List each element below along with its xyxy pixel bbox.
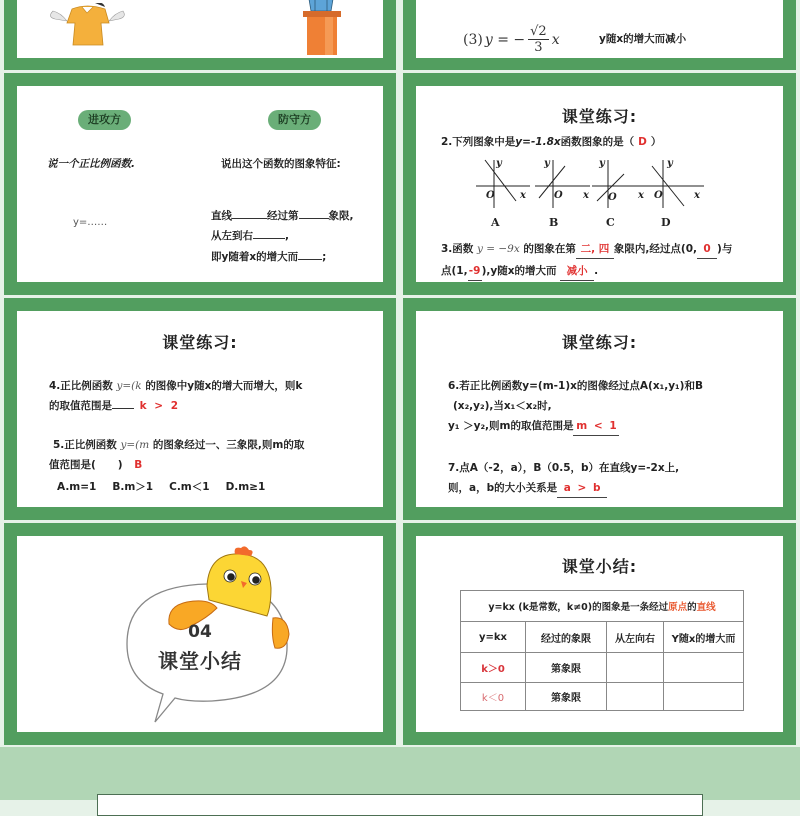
graph-label-a: A	[491, 216, 500, 229]
fraction	[528, 24, 549, 55]
question-4-line-2	[49, 397, 178, 415]
text: ）	[650, 136, 662, 148]
table-row	[461, 683, 744, 711]
blank[interactable]	[299, 207, 329, 219]
question-3-line-2	[441, 262, 598, 281]
text: 的	[687, 602, 697, 613]
formula-note: y随x的增大而减小	[599, 33, 687, 45]
slide-title: 课堂练习:	[561, 107, 638, 126]
bottom-strip	[0, 747, 800, 800]
table-header	[461, 591, 744, 622]
answer: -9	[468, 262, 482, 281]
column-header: Y随x的增大而	[664, 622, 744, 653]
svg-text:y: y	[496, 158, 502, 169]
podium-speaker-illustration	[295, 0, 349, 57]
svg-text:y: y	[544, 158, 550, 169]
option-d[interactable]: D.m≥1	[225, 481, 266, 493]
slide-title: 课堂练习:	[561, 333, 638, 352]
defender-line-1	[211, 207, 354, 225]
question-6-line-2: (x₂,y₂),当x₁＜x₂时,	[453, 400, 552, 412]
svg-text:O: O	[486, 190, 495, 201]
text: 3.函数	[441, 243, 474, 255]
attacker-pill: 进攻方	[78, 110, 131, 130]
column-header: 从左向右	[607, 622, 664, 653]
answer: m < 1	[573, 417, 619, 436]
text: 值范围是( )	[49, 459, 123, 471]
text: 经过第	[267, 210, 299, 222]
blank[interactable]	[253, 227, 285, 239]
text: .	[594, 265, 599, 277]
answer: k > 2	[139, 400, 179, 412]
formula: y=(m	[120, 439, 150, 451]
question-7-line-1: 7.点A（-2，a），B（0.5，b）在直线y=-2x上,	[448, 462, 680, 474]
svg-text:O: O	[608, 192, 617, 203]
text: 象限内,经过点(0,	[613, 243, 698, 255]
text: 则，a，b的大小关系是	[448, 482, 558, 494]
text: y=kx (k是常数，k≠0)的图象是一条经过	[488, 602, 669, 613]
attacker-answer: y=……	[73, 217, 108, 228]
girl-shrugging-illustration	[37, 3, 137, 58]
slide-exercise-2-3[interactable]	[403, 73, 796, 295]
option-c[interactable]: C.m＜1	[169, 481, 210, 493]
slide-exercise-4-5[interactable]	[4, 298, 396, 520]
svg-text:x: x	[638, 190, 644, 201]
answer: 0	[697, 240, 717, 259]
graph-label-b: B	[549, 216, 559, 229]
svg-text:y: y	[667, 158, 673, 169]
option-b[interactable]: B.m＞1	[112, 481, 154, 493]
formula: y = −9x	[476, 243, 520, 255]
text: 即y随着x的增大而	[211, 251, 299, 263]
table-cell: k＞0	[461, 653, 526, 683]
text: y₁ ＞y₂,则m的取值范围是	[448, 420, 574, 432]
blank[interactable]	[232, 207, 267, 219]
answer: 减小	[560, 262, 594, 281]
table-cell: 第象限	[526, 653, 607, 683]
answer: B	[134, 459, 143, 471]
defender-pill: 防守方	[268, 110, 321, 130]
option-a[interactable]: A.m=1	[57, 481, 97, 493]
svg-text:x: x	[583, 190, 589, 201]
bottom-white-box	[97, 794, 703, 816]
summary-table	[460, 590, 744, 711]
formula-y: y = −	[484, 31, 526, 48]
table-cell[interactable]	[607, 653, 664, 683]
blank[interactable]	[112, 397, 134, 409]
svg-text:O: O	[654, 190, 663, 201]
text: 的图像中y随x的增大而增大，则k	[145, 380, 303, 392]
graph-label-d: D	[661, 216, 671, 229]
defender-line-3	[211, 248, 326, 266]
text: 函数图象的是（	[560, 136, 635, 148]
graphs-abcd	[472, 156, 722, 226]
fraction-numerator: √2	[530, 24, 547, 39]
question-5-line-2	[49, 456, 142, 474]
slide-exercise-6-7[interactable]	[403, 298, 796, 520]
attacker-prompt: 说一个正比例函数.	[47, 158, 135, 170]
slide-summary-table[interactable]	[403, 523, 796, 745]
table-cell: 第象限	[526, 683, 607, 711]
section-number: 04	[188, 622, 212, 642]
highlight: 原点	[668, 602, 688, 613]
text: 5.正比例函数	[53, 439, 117, 451]
slide-girl-podium[interactable]	[4, 0, 396, 70]
slide-attack-defend[interactable]	[4, 73, 396, 295]
table-cell[interactable]	[607, 683, 664, 711]
answer: a > b	[557, 479, 607, 498]
answer: 二, 四	[576, 240, 614, 259]
question-3-line-1	[441, 240, 732, 259]
formula: y=-1.8x	[515, 136, 561, 148]
formula: y=(k	[116, 380, 142, 392]
table-cell: k＜0	[461, 683, 526, 711]
question-5-line-1	[53, 436, 304, 454]
blank[interactable]	[298, 248, 322, 260]
question-6-line-1: 6.若正比例函数y=(m-1)x的图像经过点A(x₁,y₁)和B	[448, 380, 703, 392]
highlight: 直线	[696, 602, 716, 613]
text: 从左到右	[211, 230, 253, 242]
text: 象限,	[328, 210, 354, 222]
slide-title: 课堂练习:	[162, 333, 238, 352]
text: 点(1,	[441, 265, 468, 277]
question-6-line-3	[448, 417, 619, 436]
section-heading: 课堂小结	[158, 649, 242, 673]
slide-formula-3[interactable]	[403, 0, 796, 70]
fraction-denominator: 3	[534, 40, 543, 55]
slide-title: 课堂小结:	[561, 557, 638, 576]
text: 的取值范围是	[49, 400, 112, 412]
text: 2.下列图象中是	[441, 136, 516, 148]
text: 的图象经过一、三象限,则m的取	[152, 439, 305, 451]
answer: D	[638, 136, 647, 148]
svg-text:x: x	[520, 190, 526, 201]
question-2	[441, 133, 661, 151]
text: ),y随x的增大而	[481, 265, 557, 277]
column-header: y=kx	[461, 622, 526, 653]
table-cell[interactable]	[664, 683, 744, 711]
formula-3	[463, 24, 560, 55]
text: 的图象在第	[523, 243, 576, 255]
defender-line-2	[211, 227, 289, 245]
svg-text:O: O	[554, 190, 563, 201]
table-row	[461, 653, 744, 683]
question-5-options	[57, 478, 265, 496]
question-7-line-2	[448, 479, 607, 498]
question-4-line-1	[49, 377, 302, 395]
defender-prompt: 说出这个函数的图象特征:	[221, 158, 341, 170]
slide-section-04[interactable]	[4, 523, 396, 745]
graph-label-c: C	[606, 216, 615, 229]
svg-text:y: y	[599, 158, 605, 169]
svg-text:x: x	[694, 190, 700, 201]
text: 4.正比例函数	[49, 380, 113, 392]
column-header: 经过的象限	[526, 622, 607, 653]
formula-label: (3)	[463, 31, 483, 48]
text: 直线	[211, 210, 232, 222]
text: ,	[285, 230, 289, 242]
text: ;	[322, 251, 327, 263]
formula-x: x	[551, 31, 560, 48]
text: )与	[717, 243, 733, 255]
table-cell[interactable]	[664, 653, 744, 683]
